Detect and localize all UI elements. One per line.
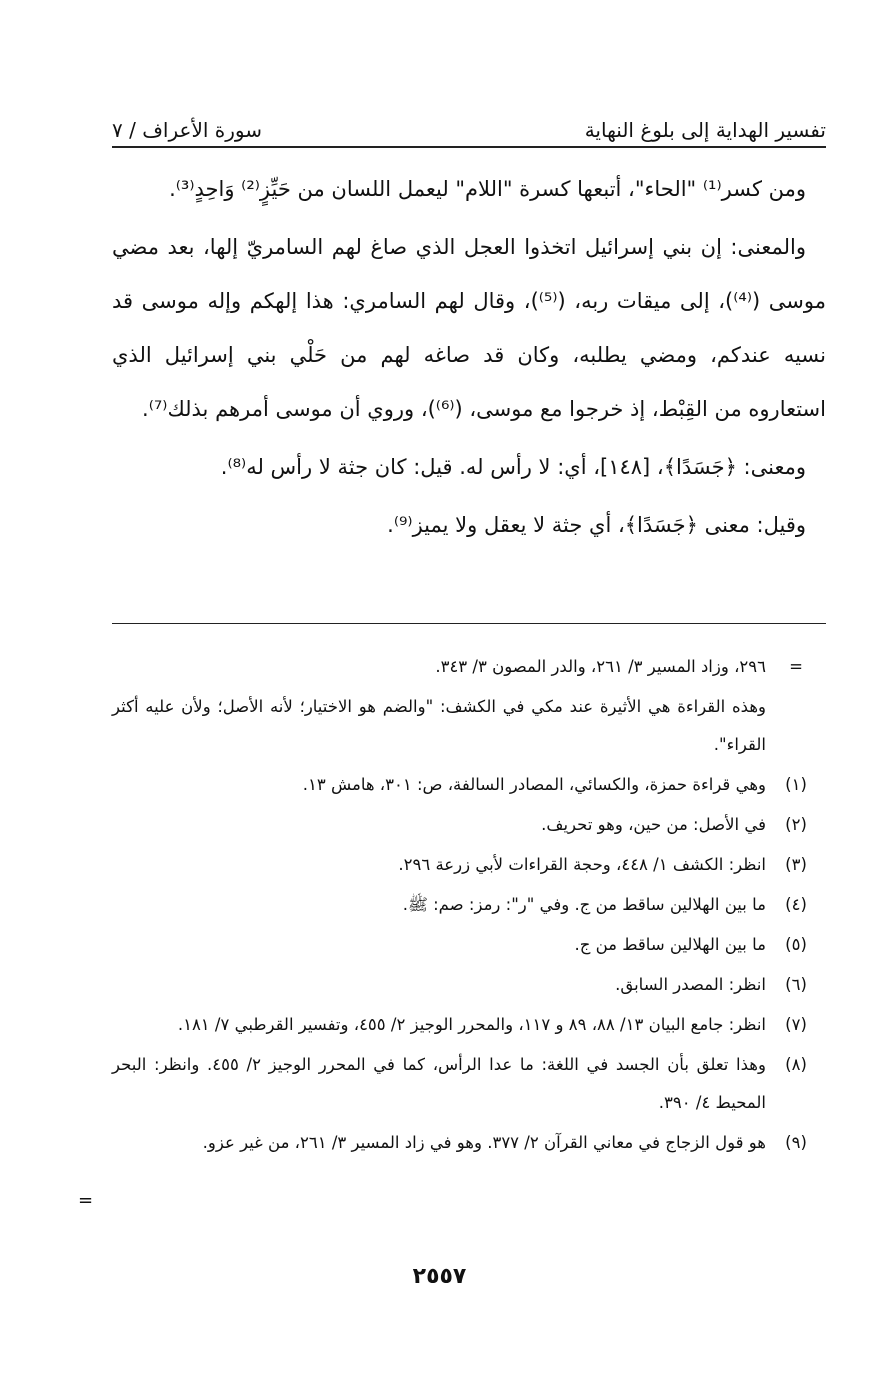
footnote-text: ما بين الهلالين ساقط من ج. <box>574 935 766 954</box>
footnote <box>112 846 826 884</box>
footnote <box>112 966 826 1004</box>
footnote-text: وهذا تعلق بأن الجسد في اللغة: ما عدا الرأس، كما في المحرر الوجيز ٢/ ٤٥٥. وانظر: البحر المحيط ٤/ ٣٩٠. <box>112 1055 766 1112</box>
footnote-text: هو قول الزجاج في معاني القرآن ٢/ ٣٧٧. وهو في زاد المسير ٣/ ٢٦١، من غير عزو. <box>202 1133 766 1152</box>
footnote-number: = <box>789 657 803 676</box>
footnote-text: ما بين الهلالين ساقط من ج. وفي "ر": رمز: صم: ﷺ. <box>402 895 766 914</box>
footnote-text: وهذه القراءة هي الأثيرة عند مكي في الكشف: "والضم هو الاختيار؛ لأنه الأصل؛ ولأن عليه أكثر القراء". <box>112 697 766 754</box>
book-title: تفسير الهداية إلى بلوغ النهاية <box>584 118 826 142</box>
footnote-number: (٢) <box>785 815 807 834</box>
page-number: ٢٥٥٧ <box>412 1264 467 1289</box>
running-header <box>112 108 826 142</box>
footnote <box>112 1046 826 1122</box>
footnote <box>112 1124 826 1162</box>
footnote-number: (٨) <box>785 1055 807 1074</box>
footnote-number: (٤) <box>785 895 807 914</box>
surah-label: سورة الأعراف / ٧ <box>112 118 263 142</box>
footnote-text: انظر: المصدر السابق. <box>615 975 766 994</box>
paragraph: وقيل: معنى ﴿جَسَدًا﴾، أي جثة لا يعقل ولا يميز⁽⁹⁾. <box>387 513 806 537</box>
footnote <box>112 766 826 804</box>
footnote <box>112 1006 826 1044</box>
footnote-separator <box>112 623 826 624</box>
footnote-text: انظر: جامع البيان ١٣/ ٨٨، ٨٩ و ١١٧، والمحرر الوجيز ٢/ ٤٥٥، وتفسير القرطبي ٧/ ١٨١. <box>177 1015 766 1034</box>
footnote-text: وهي قراءة حمزة، والكسائي، المصادر السالفة، ص: ٣٠١، هامش ١٣. <box>302 775 766 794</box>
footnote-number: (٣) <box>785 855 807 874</box>
footnote <box>112 926 826 964</box>
footnote-number: (١) <box>785 775 807 794</box>
footnote-number: (٧) <box>785 1015 807 1034</box>
footnote <box>112 688 826 764</box>
footnote-number: (٦) <box>785 975 807 994</box>
footnote <box>112 648 826 686</box>
footnotes <box>112 648 826 1164</box>
footnote-number: (٩) <box>785 1133 807 1152</box>
paragraph: ومن كسر⁽¹⁾ "الحاء"، أتبعها كسرة "اللام" ليعمل اللسان من حَيِّزٍ⁽²⁾ وَاحِدٍ⁽³⁾. <box>169 177 806 201</box>
paragraph: ومعنى: ﴿جَسَدًا﴾، [١٤٨]، أي: لا رأس له. قيل: كان جثة لا رأس له⁽⁸⁾. <box>220 455 806 479</box>
continuation-mark: = <box>78 1190 94 1211</box>
header-rule <box>112 146 826 148</box>
paragraph: والمعنى: إن بني إسرائيل اتخذوا العجل الذي صاغ لهم السامريّ إلها، بعد مضي موسى (⁽⁴⁾)، إلى ميقات ربه، (⁽⁵⁾)، وقال لهم السامري: هذا إلهكم وإله موسى قد نسيه عندكم، ومضي يطلبه، وكان قد صاغه لهم من حَلْي بني إسرائيل الذي استعاروه من القِبْط، إذ خرجوا مع موسى، (⁽⁶⁾)، وروي أن موسى أمرهم بذلك⁽⁷⁾. <box>112 235 826 421</box>
footnote <box>112 886 826 924</box>
footnote-number: (٥) <box>785 935 807 954</box>
footnote <box>112 806 826 844</box>
footnote-text: في الأصل: من حين، وهو تحريف. <box>541 815 766 834</box>
footnote-text: ٢٩٦، وزاد المسير ٣/ ٢٦١، والدر المصون ٣/ ٣٤٣. <box>435 657 766 676</box>
footnote-text: انظر: الكشف ١/ ٤٤٨، وحجة القراءات لأبي زرعة ٢٩٦. <box>398 855 766 874</box>
main-text <box>112 162 826 552</box>
